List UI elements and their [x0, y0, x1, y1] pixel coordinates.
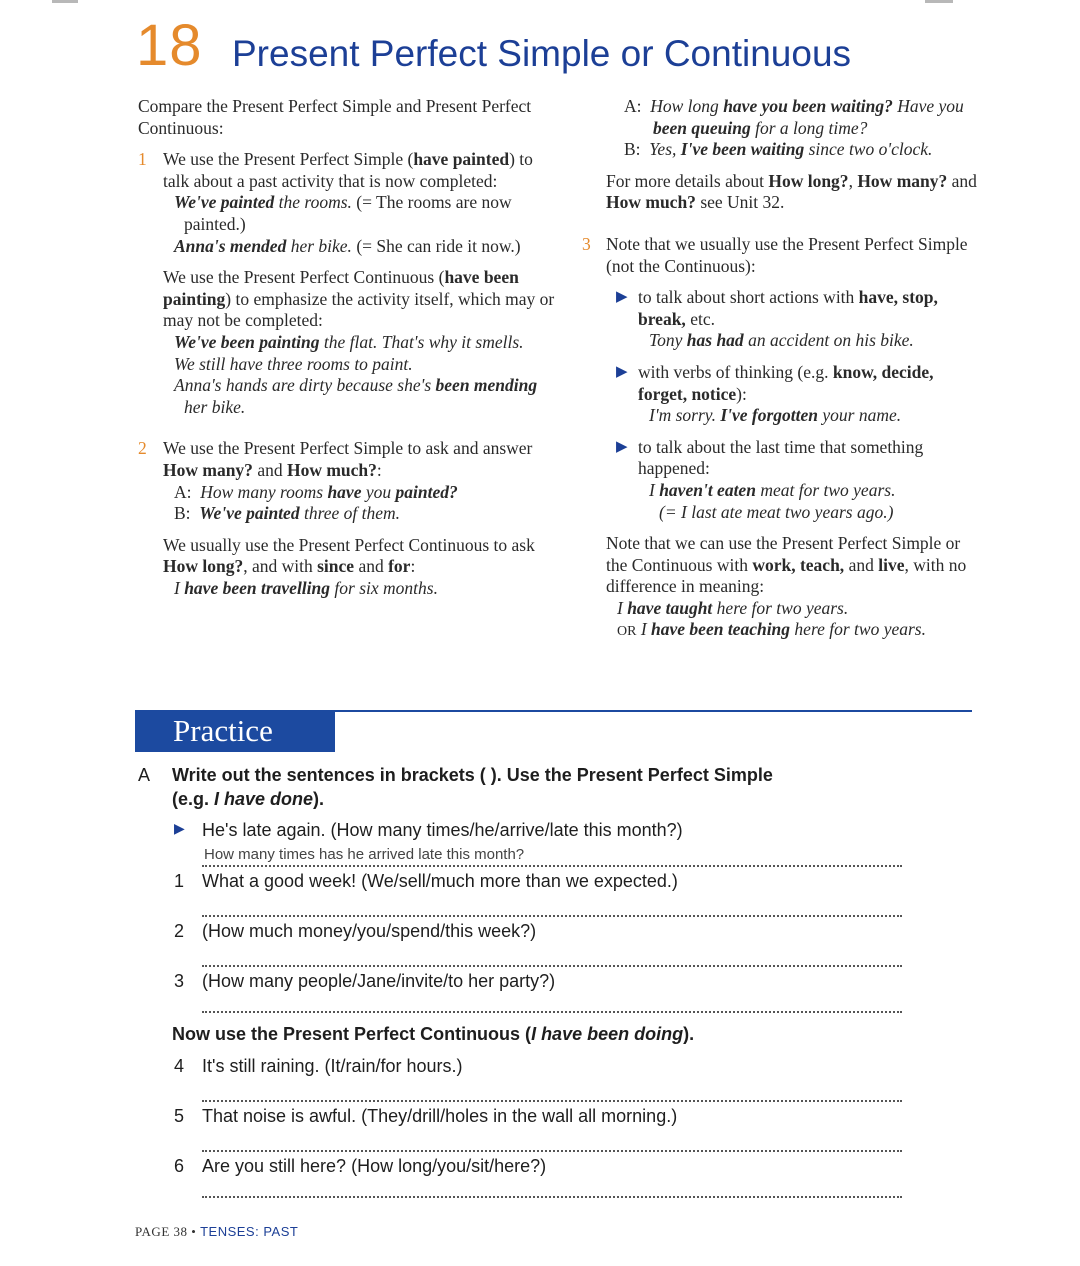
section-number: 1 — [138, 149, 147, 170]
section-3 — [582, 234, 982, 643]
example-arrow-icon: ▶ — [174, 820, 185, 836]
dialogue-line: A: How many rooms have you painted? — [174, 481, 458, 502]
example-sentence: I have taught here for two years. — [617, 597, 849, 618]
example-sentence: We've painted the rooms. (= The rooms are now painted.) — [174, 192, 512, 234]
answer-line[interactable] — [202, 1180, 902, 1198]
page-edge-left — [52, 0, 78, 3]
footer-dot: • — [191, 1224, 197, 1239]
exercise-instruction: Write out the sentences in brackets ( ). Use the Present Perfect Simple — [172, 765, 773, 785]
answer-line — [202, 846, 902, 867]
item-prompt: It's still raining. (It/rain/for hours.) — [202, 1056, 463, 1076]
answer-line[interactable] — [202, 899, 902, 917]
answer-line[interactable] — [202, 949, 902, 967]
example-sentence: Anna's hands are dirty because she's been mending her bike. — [174, 375, 538, 417]
answer-line[interactable] — [202, 1084, 902, 1102]
page-number: PAGE 38 — [135, 1224, 188, 1239]
answer-line[interactable] — [202, 995, 902, 1013]
page-footer — [135, 1224, 298, 1240]
exercise-instruction: (e.g. I have done). — [172, 789, 325, 809]
section-1-paragraph: We use the Present Perfect Simple (have painted) to talk about a past activity that is now completed: — [163, 149, 533, 191]
item-prompt: What a good week! (We/sell/much more than we expected.) — [202, 871, 678, 891]
section-2 — [138, 438, 558, 599]
more-details-note: For more details about How long?, How many? and How much? see Unit 32. — [606, 170, 977, 213]
practice-label: Practice — [173, 713, 273, 748]
practice-rule — [335, 710, 972, 712]
answer-line[interactable] — [202, 1134, 902, 1152]
example-sentence: I have been travelling for six months. — [174, 577, 438, 598]
subinstruction: Now use the Present Perfect Continuous (I have been doing). — [172, 1024, 695, 1044]
item-prompt: That noise is awful. (They/drill/holes in the wall all morning.) — [202, 1106, 678, 1126]
bullet-triangle-icon: ▶ — [616, 289, 628, 306]
section-2-paragraph: We usually use the Present Perfect Continuous to ask How long?, and with since and for: — [163, 534, 535, 577]
example-answer: How many times has he arrived late this month? — [204, 846, 525, 863]
section-3-intro: Note that we usually use the Present Perfect Simple (not the Continuous): — [606, 233, 968, 276]
practice-banner — [135, 710, 335, 752]
example-prompt: He's late again. (How many times/he/arrive/late this month?) — [202, 820, 683, 840]
unit-number: 18 — [136, 13, 203, 78]
section-number: 3 — [582, 233, 591, 254]
item-prompt: (How much money/you/spend/this week?) — [202, 921, 537, 941]
dialogue-line: B: We've painted three of them. — [174, 503, 401, 524]
bullet-item: ▶ with verbs of thinking (e.g. know, decide, forget, notice): I'm sorry. I've forgotten your name. — [616, 361, 934, 426]
page-title: Present Perfect Simple or Continuous — [232, 33, 852, 74]
left-column — [138, 96, 558, 599]
section-3-note: Note that we can use the Present Perfect Simple or the Continuous with work, teach, and live, with no difference in meaning: — [606, 533, 967, 597]
section-number: 2 — [138, 438, 147, 459]
exercise-letter: A — [138, 765, 151, 785]
item-number: 6 — [174, 1156, 185, 1176]
page-edge-right — [925, 0, 953, 3]
example-sentence: Anna's mended her bike. (= She can ride it now.) — [174, 235, 521, 256]
item-number: 5 — [174, 1106, 185, 1126]
bullet-item: ▶ to talk about short actions with have, stop, break, etc. Tony has had an accident on his bike. — [616, 287, 938, 351]
right-column — [582, 96, 982, 643]
bullet-item: ▶ to talk about the last time that something happened: I haven't eaten meat for two years. (= I last ate meat two years ago.) — [616, 436, 924, 522]
section-2-paragraph: We use the Present Perfect Simple to ask and answer How many? and How much?: — [163, 438, 533, 480]
intro-text: Compare the Present Perfect Simple and Present Perfect Continuous: — [138, 96, 532, 138]
item-prompt: Are you still here? (How long/you/sit/here?) — [202, 1156, 547, 1176]
item-number: 2 — [174, 921, 185, 941]
item-number: 4 — [174, 1056, 185, 1076]
dialogue-line: B: Yes, I've been waiting since two o'clock. — [624, 139, 933, 160]
bullet-triangle-icon: ▶ — [616, 438, 628, 455]
bullet-triangle-icon: ▶ — [616, 363, 628, 380]
item-prompt: (How many people/Jane/invite/to her party?) — [202, 971, 556, 991]
unit-header — [136, 14, 1020, 78]
section-1-paragraph: We use the Present Perfect Continuous (have been painting) to emphasize the activity itself, which may or may not be completed: — [163, 267, 555, 331]
section-1 — [138, 149, 558, 418]
example-sentence: OR I have been teaching here for two years. — [617, 619, 926, 640]
footer-section: TENSES: PAST — [200, 1224, 299, 1239]
example-sentence: We've been painting the flat. That's why it smells. — [174, 331, 524, 352]
item-number: 3 — [174, 971, 185, 991]
example-sentence: We still have three rooms to paint. — [174, 353, 413, 374]
dialogue-line: A: How long have you been waiting? Have you been queuing for a long time? — [624, 96, 964, 138]
item-number: 1 — [174, 871, 185, 891]
